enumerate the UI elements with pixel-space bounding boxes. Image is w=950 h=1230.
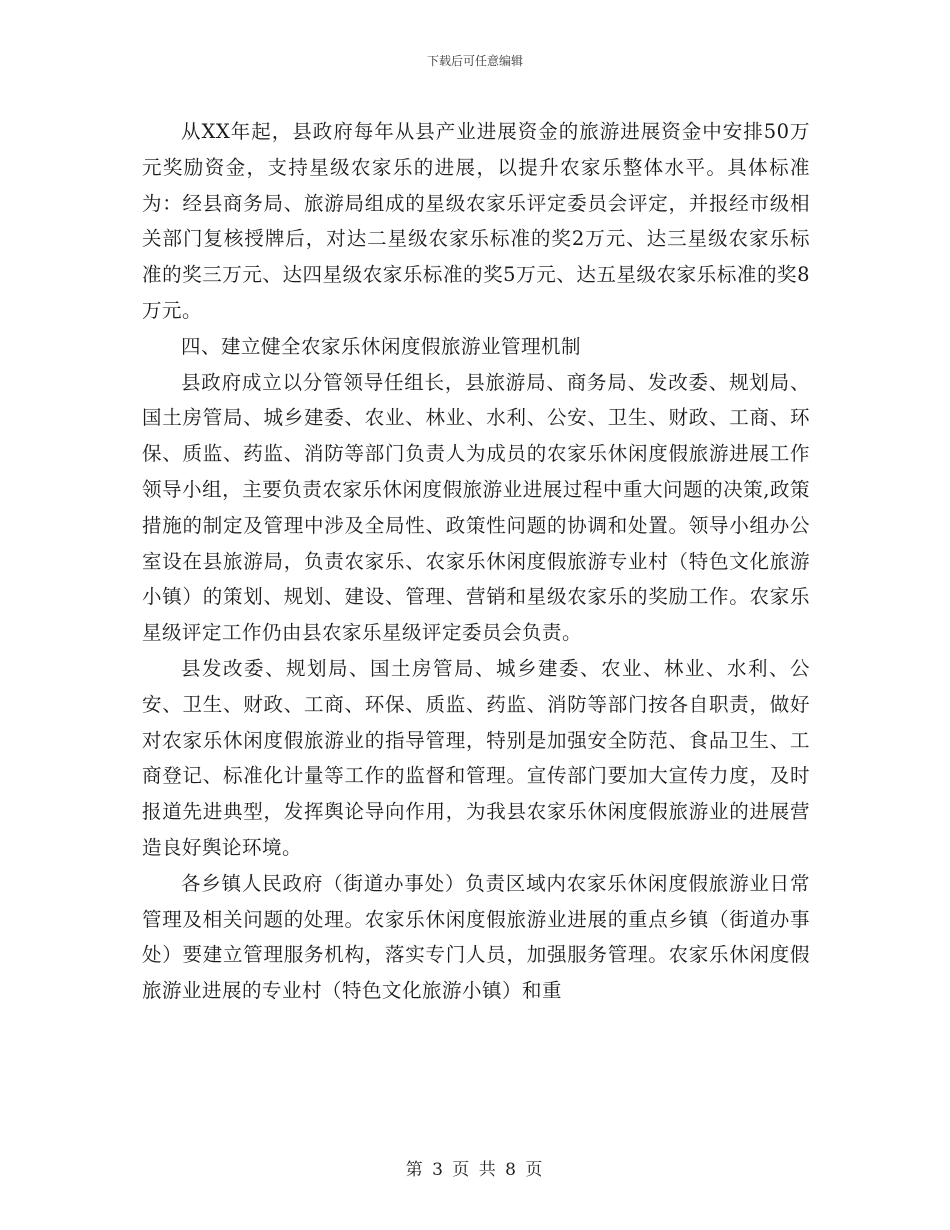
page-header: 下载后可任意编辑 xyxy=(426,54,523,68)
paragraph-township-management: 各乡镇人民政府（街道办事处）负责区域内农家乐休闲度假旅游业日常管理及相关问题的处理。农家乐休闲度假旅游业进展的重点乡镇（街道办事处）要建立管理服务机构，落实专门人员，加强服务管理。农家乐休闲度假旅游业进展的专业村（特色文化旅游小镇）和重 xyxy=(142,871,810,1003)
paragraph-department-duties: 县发改委、规划局、国土房管局、城乡建委、农业、林业、水利、公安、卫生、财政、工商、环保、质监、药监、消防等部门按各自职责，做好对农家乐休闲度假旅游业的指导管理，特别是加强安全防范、食品卫生、工商登记、标准化计量等工作的监督和管理。宣传部门要加大宣传力度，及时报道先进典型，发挥舆论导向作用，为我县农家乐休闲度假旅游业的进展营造良好舆论环境。 xyxy=(142,656,810,859)
paragraph-reward-funding: 从XX年起，县政府每年从县产业进展资金的旅游进展资金中安排50万元奖励资金，支持星级农家乐的进展，以提升农家乐整体水平。具体标准为：经县商务局、旅游局组成的星级农家乐评定委员会评定，并报经市级相关部门复核授牌后，对达二星级农家乐标准的奖2万元、达三星级农家乐标准的奖三万元、达四星级农家乐标准的奖5万元、达五星级农家乐标准的奖8万元。 xyxy=(142,120,810,322)
page-number: 第 3 页 共 8 页 xyxy=(405,1160,545,1180)
section-heading-management: 四、建立健全农家乐休闲度假旅游业管理机制 xyxy=(181,334,582,358)
document-body xyxy=(142,114,810,1009)
paragraph-leading-group: 县政府成立以分管领导任组长，县旅游局、商务局、发改委、规划局、国土房管局、城乡建委、农业、林业、水利、公安、卫生、财政、工商、环保、质监、药监、消防等部门负责人为成员的农家乐休闲度假旅游进展工作领导小组，主要负责农家乐休闲度假旅游业进展过程中重大问题的决策,政策措施的制定及管理中涉及全局性、政策性问题的协调和处置。领导小组办公室设在县旅游局，负责农家乐、农家乐休闲度假旅游专业村（特色文化旅游小镇）的策划、规划、建设、管理、营销和星级农家乐的奖励工作。农家乐星级评定工作仍由县农家乐星级评定委员会负责。 xyxy=(142,370,810,645)
